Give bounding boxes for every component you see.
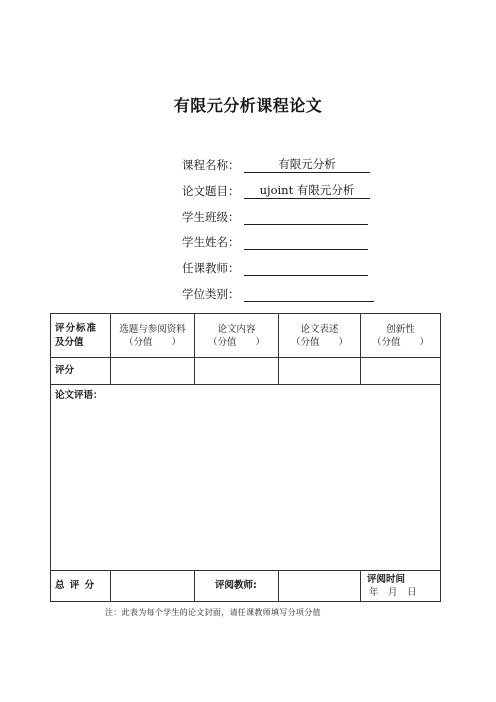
thesis-title-field (182, 182, 355, 200)
footnote: 注：此表为每个学生的论文封面，请任课教师填写分项分值 (105, 608, 321, 617)
student-name-label: 学生姓名： (182, 235, 240, 249)
total-score-input[interactable] (111, 571, 195, 602)
course-name-label: 课程名称： (182, 158, 240, 172)
course-name-value: 有限元分析 (244, 156, 370, 173)
criterion-cell-expression (279, 314, 361, 358)
thesis-title-value: ujoint 有限元分析 (244, 182, 370, 199)
criterion-cell-innovation (361, 314, 441, 358)
teacher-label: 任课教师： (182, 261, 240, 275)
score-input-topic[interactable] (111, 358, 195, 385)
criterion-name: 选题与参阅资料 (119, 323, 186, 335)
criteria-header-line1: 评分标准 (55, 322, 98, 334)
score-input-innovation[interactable] (361, 358, 441, 385)
total-label-cell: 总 评 分 (51, 571, 111, 602)
criterion-score-hint: （分值 ） (123, 336, 181, 348)
class-label: 学生班级： (182, 210, 240, 224)
student-name-value (244, 233, 368, 250)
criterion-cell-content (195, 314, 279, 358)
criterion-score-hint: （分值 ） (371, 336, 429, 348)
comments-cell[interactable] (51, 385, 441, 571)
criterion-name: 论文表述 (300, 323, 339, 335)
teacher-field (182, 259, 240, 277)
total-row (51, 571, 441, 602)
degree-type-field (182, 285, 240, 303)
score-input-content[interactable] (195, 358, 279, 385)
score-row (51, 358, 441, 385)
course-name-field (182, 156, 336, 174)
review-time-label: 评阅时间 (367, 574, 406, 585)
criterion-score-hint: （分值 ） (290, 336, 348, 348)
comments-row (51, 385, 441, 571)
criteria-row (51, 314, 441, 358)
score-label-cell: 评分 (51, 358, 111, 385)
criteria-header-line2: 及分值 (55, 336, 84, 348)
reviewer-input[interactable] (279, 571, 361, 602)
teacher-value (244, 259, 368, 276)
thesis-title-label: 论文题目： (182, 184, 240, 198)
criterion-name: 论文内容 (217, 323, 256, 335)
score-input-expression[interactable] (279, 358, 361, 385)
degree-type-value (244, 285, 374, 302)
class-field (182, 208, 240, 226)
page-title: 有限元分析课程论文 (173, 96, 323, 115)
class-value (244, 208, 368, 225)
criterion-score-hint: （分值 ） (207, 336, 265, 348)
criterion-cell-topic (111, 314, 195, 358)
degree-type-label: 学位类别： (182, 287, 240, 301)
comments-label: 论文评语： (55, 390, 103, 401)
review-time-cell[interactable] (361, 571, 441, 602)
reviewer-label-cell: 评阅教师: (195, 571, 279, 602)
date-placeholder: 年 月 日 (369, 587, 417, 598)
criterion-name: 创新性 (386, 323, 415, 335)
grading-table (50, 313, 441, 602)
student-name-field (182, 233, 240, 251)
criteria-header-cell (51, 314, 111, 358)
